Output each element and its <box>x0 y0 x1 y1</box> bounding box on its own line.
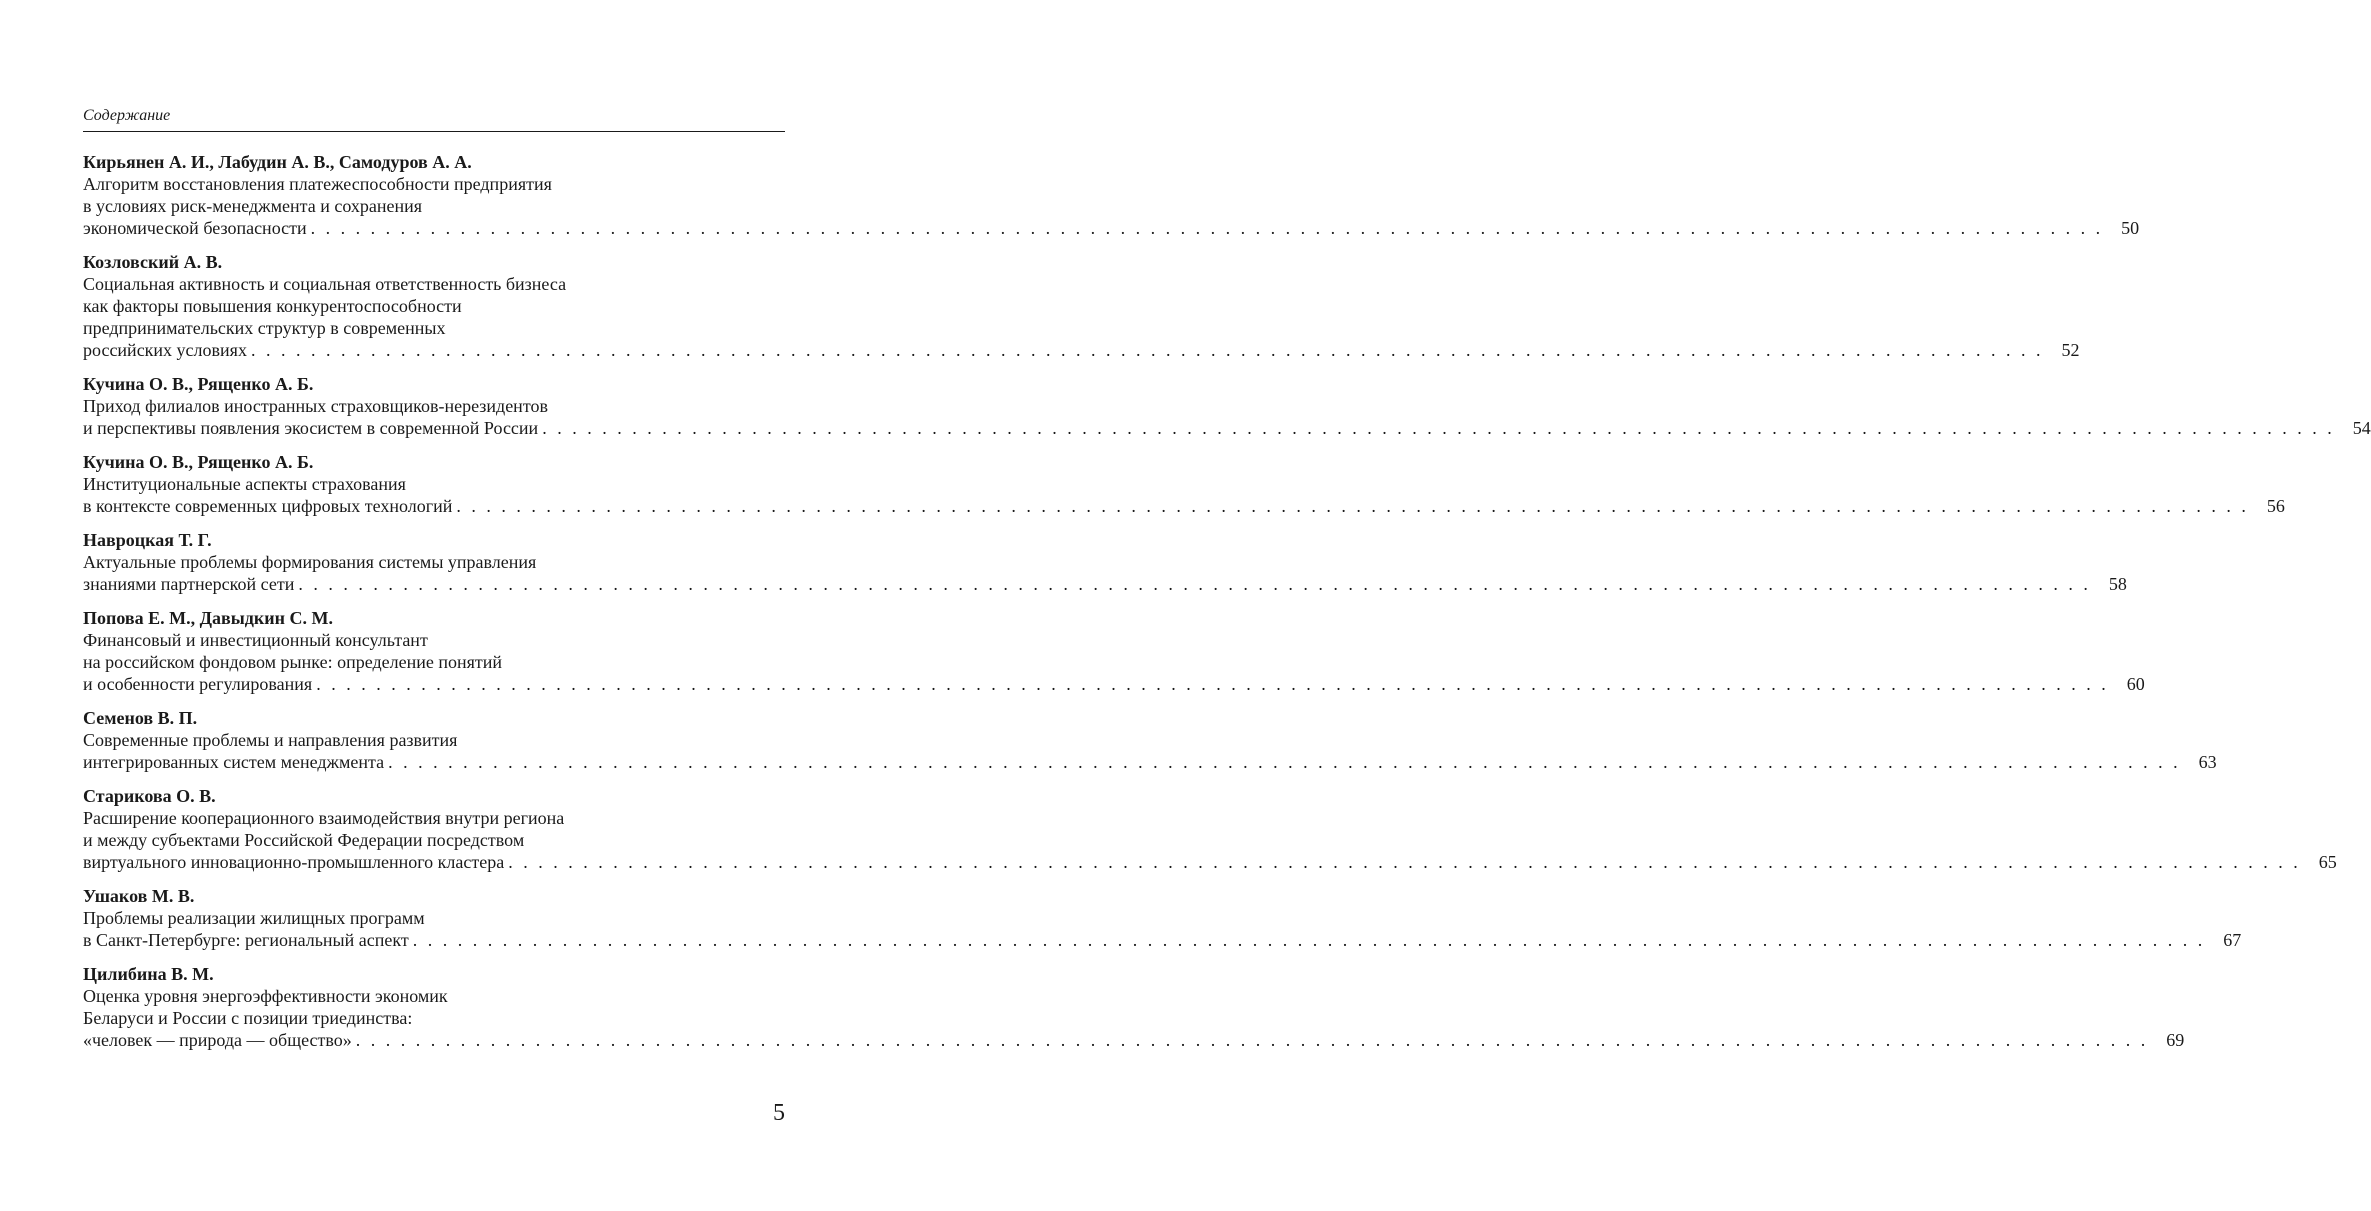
dot-leader: . . . . . . . . . . . . . . . . . . . . . . . . . . . . . . . . . . . . . . . . . . . . . . . . . . . . . . . . . . . . . . . . . . . . . . . . . . . . . . . . . . . . . . . . . . . . . . . . . . . . . . . . . . . . . . . . . . . . . . . . <box>250 340 2044 360</box>
toc-entry-title-line: Расширение кооперационного взаимодействия внутри региона <box>83 808 565 828</box>
toc-entry-last-line <box>83 217 2140 239</box>
toc-entry-page: 67 <box>2223 930 2242 950</box>
toc-entry-page: 50 <box>2121 218 2140 238</box>
toc-entry-page: 69 <box>2166 1030 2185 1050</box>
toc-entry-page: 56 <box>2266 496 2285 516</box>
toc-entry <box>83 373 2371 439</box>
toc-entry-last-line <box>83 495 2285 517</box>
dot-leader: . . . . . . . . . . . . . . . . . . . . . . . . . . . . . . . . . . . . . . . . . . . . . . . . . . . . . . . . . . . . . . . . . . . . . . . . . . . . . . . . . . . . . . . . . . . . . . . . . . . . . . . . . . . . . . . . . . . . . . . . <box>508 852 2301 872</box>
header-rule <box>83 131 785 132</box>
toc-entry-authors: Семенов В. П. <box>83 708 198 728</box>
toc-entry-authors: Кучина О. В., Рященко А. Б. <box>83 374 314 394</box>
toc-entry-title-line: виртуального инновационно-промышленного кластера <box>83 852 505 872</box>
dot-leader: . . . . . . . . . . . . . . . . . . . . . . . . . . . . . . . . . . . . . . . . . . . . . . . . . . . . . . . . . . . . . . . . . . . . . . . . . . . . . . . . . . . . . . . . . . . . . . . . . . . . . . . . . . . . . . . . . . . . . . . . <box>316 674 2109 694</box>
toc-entry-title-line: Оценка уровня энергоэффективности экономик <box>83 986 448 1006</box>
toc-entry-title-line: знаниями партнерской сети <box>83 574 295 594</box>
toc-entry-title-line: и между субъектами Российской Федерации посредством <box>83 830 525 850</box>
dot-leader: . . . . . . . . . . . . . . . . . . . . . . . . . . . . . . . . . . . . . . . . . . . . . . . . . . . . . . . . . . . . . . . . . . . . . . . . . . . . . . . . . . . . . . . . . . . . . . . . . . . . . . . . . . . . . . . . . . . . . . . . <box>412 930 2206 950</box>
toc-entry <box>83 151 2140 239</box>
dot-leader: . . . . . . . . . . . . . . . . . . . . . . . . . . . . . . . . . . . . . . . . . . . . . . . . . . . . . . . . . . . . . . . . . . . . . . . . . . . . . . . . . . . . . . . . . . . . . . . . . . . . . . . . . . . . . . . . . . . . . . . . <box>310 218 2104 238</box>
toc-entry-authors: Кирьянен А. И., Лабудин А. В., Самодуров А. А. <box>83 152 472 172</box>
toc-entry-title-line: Алгоритм восстановления платежеспособности предприятия <box>83 174 552 194</box>
toc-entry-title-line: Беларуси и России с позиции триединства: <box>83 1008 413 1028</box>
toc-entry-title-line: российских условиях <box>83 340 247 360</box>
dot-leader: . . . . . . . . . . . . . . . . . . . . . . . . . . . . . . . . . . . . . . . . . . . . . . . . . . . . . . . . . . . . . . . . . . . . . . . . . . . . . . . . . . . . . . . . . . . . . . . . . . . . . . . . . . . . . . . . . . . . . . . . <box>388 752 2181 772</box>
toc-entry-title-line: в контексте современных цифровых технологий <box>83 496 453 516</box>
toc-entry-last-line <box>83 1029 2185 1051</box>
toc-entry <box>83 707 2217 773</box>
toc-entry-title-line: как факторы повышения конкурентоспособности <box>83 296 462 316</box>
toc-entry <box>83 451 2285 517</box>
page-number: 5 <box>773 1100 785 1126</box>
toc-entry-title-line: на российском фондовом рынке: определение понятий <box>83 652 503 672</box>
toc-entry-authors: Козловский А. В. <box>83 252 223 272</box>
toc-entry-title-line: и особенности регулирования <box>83 674 313 694</box>
toc-entry-title-line: Институциональные аспекты страхования <box>83 474 406 494</box>
toc-entry-title-line: и перспективы появления экосистем в современной России <box>83 418 539 438</box>
toc-entry-last-line <box>83 339 2080 361</box>
toc-entry-last-line <box>83 929 2242 951</box>
toc-entry-authors: Попова Е. М., Давыдкин С. М. <box>83 608 334 628</box>
toc-entry-title-line: в Санкт-Петербурге: региональный аспект <box>83 930 409 950</box>
dot-leader: . . . . . . . . . . . . . . . . . . . . . . . . . . . . . . . . . . . . . . . . . . . . . . . . . . . . . . . . . . . . . . . . . . . . . . . . . . . . . . . . . . . . . . . . . . . . . . . . . . . . . . . . . . . . . . . . . . . . . . . . <box>542 418 2335 438</box>
toc-entry-page: 65 <box>2318 852 2337 872</box>
toc-entry-authors: Навроцкая Т. Г. <box>83 530 212 550</box>
toc-entry-page: 63 <box>2198 752 2217 772</box>
toc-entry-authors: Старикова О. В. <box>83 786 216 806</box>
toc-entry-title-line: Финансовый и инвестиционный консультант <box>83 630 428 650</box>
dot-leader: . . . . . . . . . . . . . . . . . . . . . . . . . . . . . . . . . . . . . . . . . . . . . . . . . . . . . . . . . . . . . . . . . . . . . . . . . . . . . . . . . . . . . . . . . . . . . . . . . . . . . . . . . . . . . . . . . . . . . . . . <box>355 1030 2149 1050</box>
toc-entry-title-line: интегрированных систем менеджмента <box>83 752 385 772</box>
toc-entry-page: 54 <box>2352 418 2371 438</box>
toc-entry <box>83 251 2080 361</box>
toc-entry-last-line <box>83 573 2127 595</box>
toc-entry-title-line: в условиях риск-менеджмента и сохранения <box>83 196 423 216</box>
toc-entry-last-line <box>83 751 2217 773</box>
toc-entry <box>83 607 2145 695</box>
toc-entry-title-line: предпринимательских структур в современных <box>83 318 446 338</box>
toc-entry-title-line: Проблемы реализации жилищных программ <box>83 908 425 928</box>
toc-entry-authors: Кучина О. В., Рященко А. Б. <box>83 452 314 472</box>
toc-entry-authors: Цилибина В. М. <box>83 964 214 984</box>
toc-entry-title-line: Приход филиалов иностранных страховщиков-нерезидентов <box>83 396 548 416</box>
toc-entry-title-line: «человек — природа — общество» <box>83 1030 352 1050</box>
toc-entry <box>83 885 2242 951</box>
toc-entry <box>83 529 2127 595</box>
toc-entry-title-line: экономической безопасности <box>83 218 307 238</box>
toc-entry-authors: Ушаков М. В. <box>83 886 195 906</box>
dot-leader: . . . . . . . . . . . . . . . . . . . . . . . . . . . . . . . . . . . . . . . . . . . . . . . . . . . . . . . . . . . . . . . . . . . . . . . . . . . . . . . . . . . . . . . . . . . . . . . . . . . . . . . . . . . . . . . . . . . . . . . . <box>298 574 2091 594</box>
toc-entry-title-line: Социальная активность и социальная ответственность бизнеса <box>83 274 567 294</box>
toc-entry-last-line <box>83 851 2337 873</box>
toc-entry-title-line: Современные проблемы и направления развития <box>83 730 458 750</box>
toc-entry-page: 58 <box>2108 574 2127 594</box>
toc-entry <box>83 785 2337 873</box>
running-head: Содержание <box>83 107 171 124</box>
toc-entry <box>83 963 2185 1051</box>
toc-entry-page: 60 <box>2126 674 2145 694</box>
toc-entry-last-line <box>83 417 2371 439</box>
toc-entry-last-line <box>83 673 2145 695</box>
table-of-contents <box>83 151 2371 1063</box>
dot-leader: . . . . . . . . . . . . . . . . . . . . . . . . . . . . . . . . . . . . . . . . . . . . . . . . . . . . . . . . . . . . . . . . . . . . . . . . . . . . . . . . . . . . . . . . . . . . . . . . . . . . . . . . . . . . . . . . . . . . . . . . <box>456 496 2249 516</box>
toc-entry-title-line: Актуальные проблемы формирования системы управления <box>83 552 537 572</box>
toc-entry-page: 52 <box>2061 340 2080 360</box>
